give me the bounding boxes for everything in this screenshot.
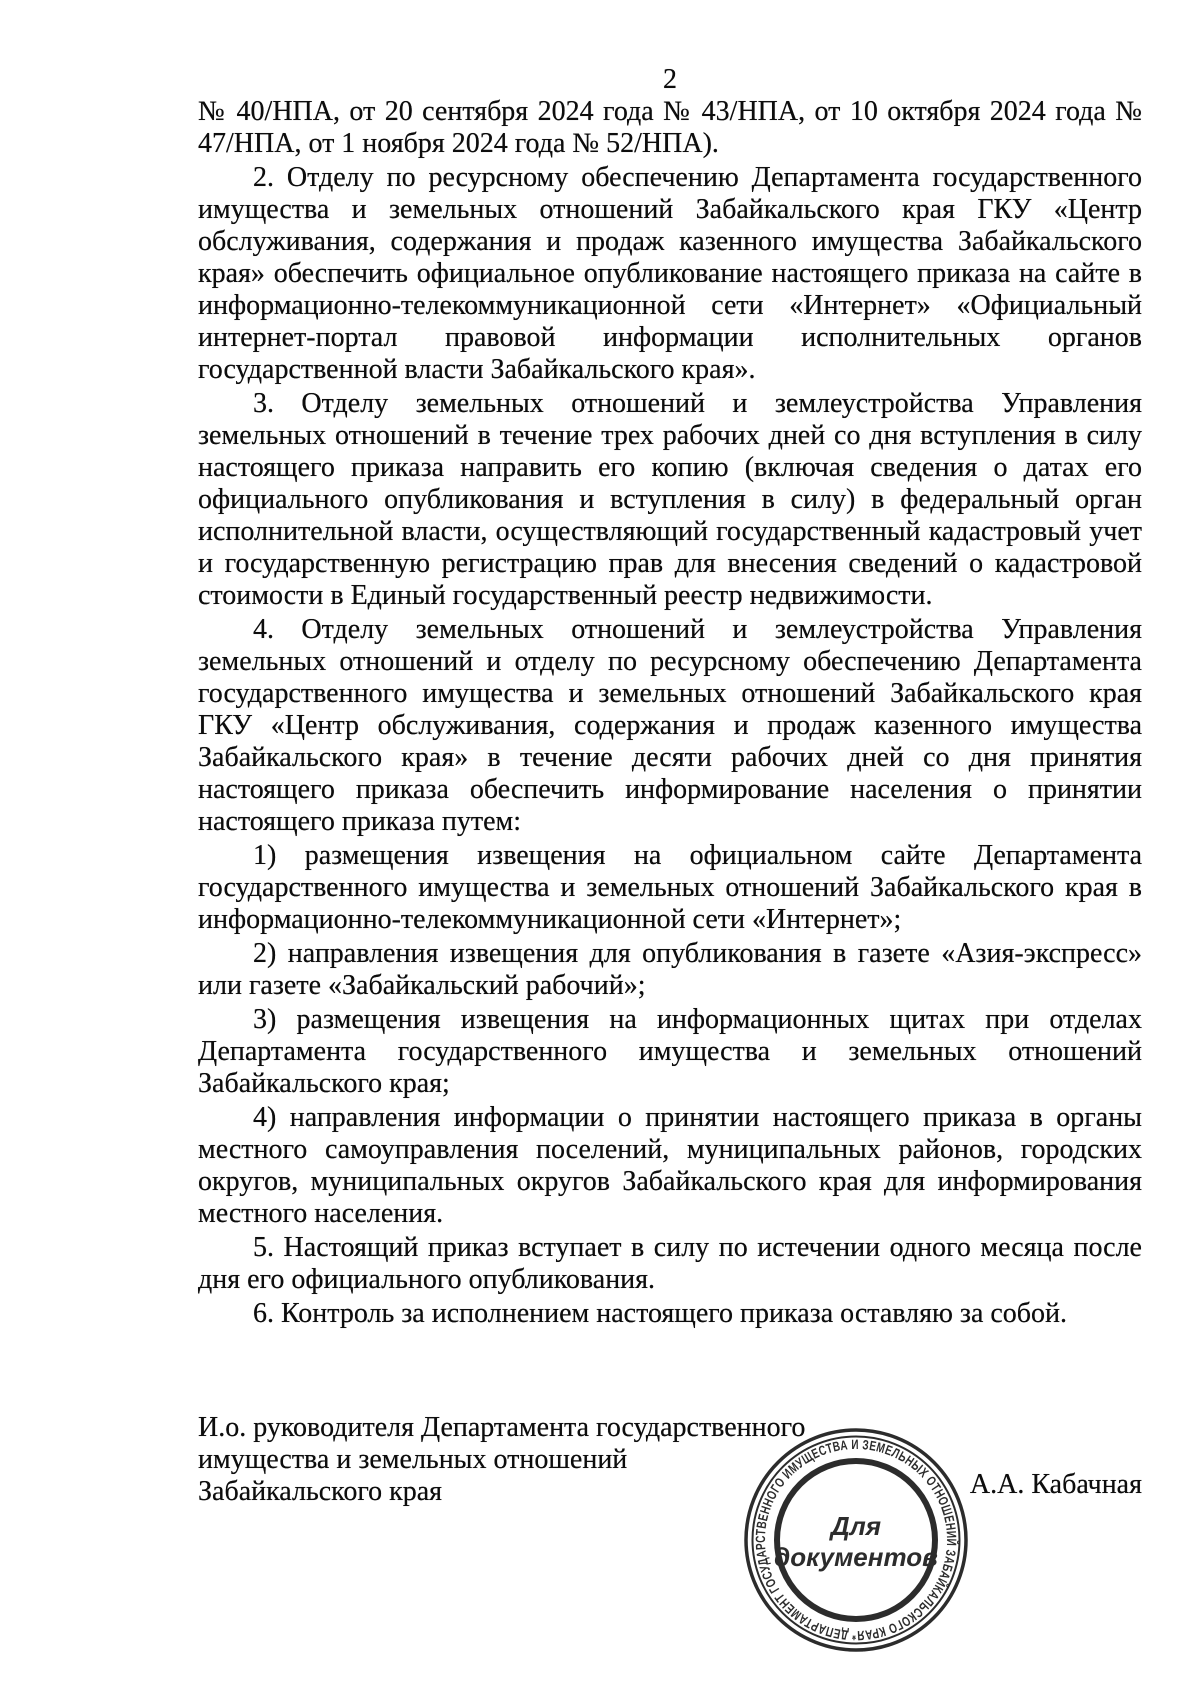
stamp-center-line-1: Для	[830, 1511, 882, 1541]
paragraph-subitem-4: 4) направления информации о принятии настоящего приказа в органы местного самоуправления поселений, муниципальных районов, городских округов, муниципальных округов Забайкальского края для информирования местного населения.	[198, 1102, 1142, 1229]
paragraph-subitem-2: 2) направления извещения для опубликования в газете «Азия-экспресс» или газете «Забайкальский рабочий»;	[198, 938, 1142, 1001]
paragraph-item-5: 5. Настоящий приказ вступает в силу по истечении одного месяца после дня его официального опубликования.	[198, 1232, 1142, 1295]
paragraph-item-2: 2. Отделу по ресурсному обеспечению Департамента государственного имущества и земельных отношений Забайкальского края ГКУ «Центр обслуживания, содержания и продаж казенного имущества Забайкальского края» обеспечить официальное опубликование настоящего приказа на сайте в информационно-телекоммуникационной сети «Интернет» «Официальный интернет-портал правовой информации исполнительных органов государственной власти Забайкальского края».	[198, 162, 1142, 385]
signatory-name: А.А. Кабачная	[969, 1469, 1142, 1500]
signatory-role-line-2: имущества и земельных отношений	[198, 1444, 628, 1475]
paragraph-subitem-1: 1) размещения извещения на официальном сайте Департамента государственного имущества и земельных отношений Забайкальского края в информационно-телекоммуникационной сети «Интернет»;	[198, 840, 1142, 935]
signature-block	[198, 1412, 1142, 1508]
paragraph-item-4: 4. Отделу земельных отношений и землеустройства Управления земельных отношений и отделу по ресурсному обеспечению Департамента государственного имущества и земельных отношений Забайкальского края ГКУ «Центр обслуживания, содержания и продаж казенного имущества Забайкальского края» в течение десяти рабочих дней со дня принятия настоящего приказа обеспечить информирование населения о принятии настоящего приказа путем:	[198, 614, 1142, 837]
paragraph-item-3: 3. Отделу земельных отношений и землеустройства Управления земельных отношений в течение трех рабочих дней со дня вступления в силу настоящего приказа направить его копию (включая сведения о датах его официального опубликования и вступления в силу) в федеральный орган исполнительной власти, осуществляющий государственный кадастровый учет и государственную регистрацию прав для внесения сведений о кадастровой стоимости в Единый государственный реестр недвижимости.	[198, 388, 1142, 611]
order-body	[198, 96, 1142, 1332]
signatory-role-line-3: Забайкальского края	[198, 1476, 443, 1507]
paragraph-subitem-3: 3) размещения извещения на информационных щитах при отделах Департамента государственного имущества и земельных отношений Забайкальского края;	[198, 1004, 1142, 1099]
official-stamp	[743, 1427, 969, 1653]
paragraph-intro-continuation: № 40/НПА, от 20 сентября 2024 года № 43/НПА, от 10 октября 2024 года № 47/НПА, от 1 ноября 2024 года № 52/НПА).	[198, 96, 1142, 159]
page-number: 2	[663, 64, 677, 95]
paragraph-item-6: 6. Контроль за исполнением настоящего приказа оставляю за собой.	[253, 1298, 1068, 1329]
signatory-role-line-1: И.о. руководителя Департамента государственного	[198, 1412, 806, 1443]
stamp-center-line-2: документов	[774, 1542, 938, 1572]
stamp-rim-text: * ДЕПАРТАМЕНТ ГОСУДАРСТВЕННОГО ИМУЩЕСТВА И ЗЕМЕЛЬНЫХ ОТНОШЕНИЙ ЗАБАЙКАЛЬСКОГО КРАЯ	[752, 1436, 960, 1644]
